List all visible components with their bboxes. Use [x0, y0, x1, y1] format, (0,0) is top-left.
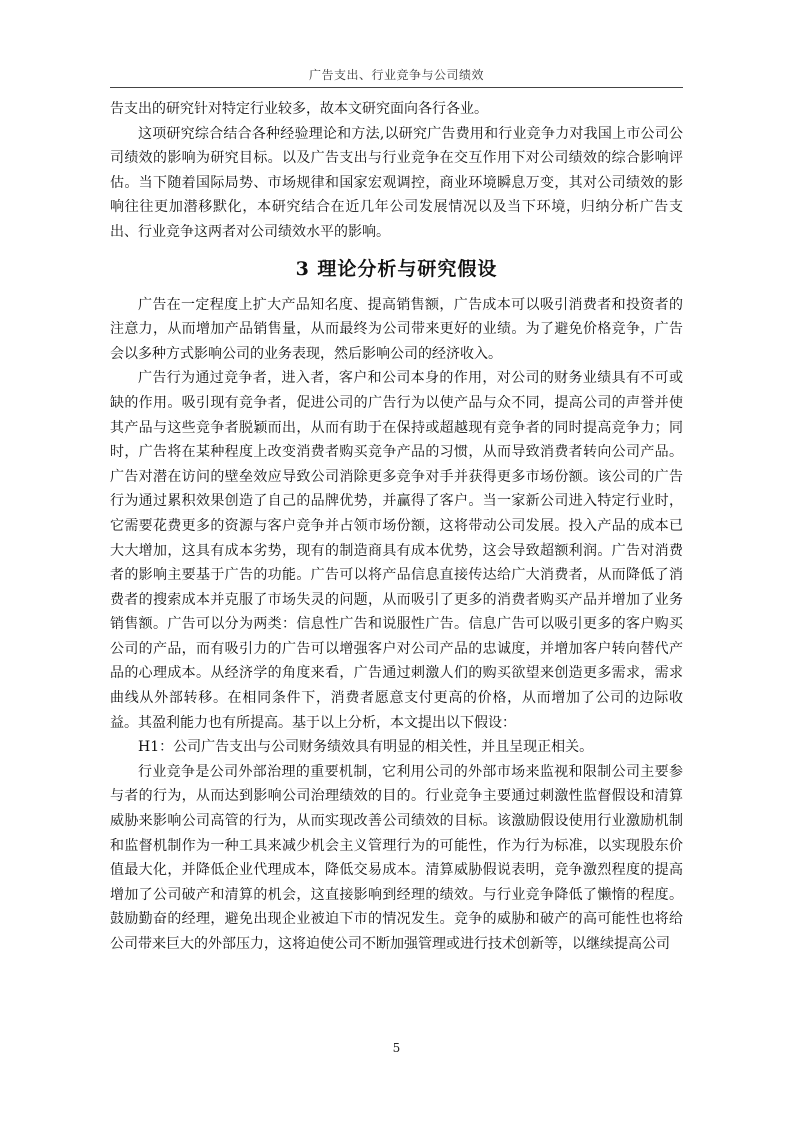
header-rule — [110, 87, 683, 88]
section-title: 3 理论分析与研究假设 — [295, 257, 498, 280]
page-body — [110, 97, 683, 957]
paragraph: 广告行为通过竞争者，进入者，客户和公司本身的作用，对公司的财务业绩具有不可或缺的作用。吸引现有竞争者，促进公司的广告行为以使产品与众不同，提高公司的声誉并使其产品与这些竞争者脱颖而出，从而有助于在保持或超越现有竞争者的同时提高竞争力；同时，广告将在某种程度上改变消费者购买竞争产品的习惯，从而导致消费者转向公司产品。广告对潜在访问的壁垒效应导致公司消除更多竞争对手并获得更多市场份额。该公司的广告行为通过累积效果创造了自己的品牌优势，并赢得了客户。当一家新公司进入特定行业时，它需要花费更多的资源与客户竞争并占领市场份额，这将带动公司发展。投入产品的成本已大大增加，这具有成本劣势，现有的制造商具有成本优势，这会导致超额利润。广告对消费者的影响主要基于广告的功能。广告可以将产品信息直接传达给广大消费者，从而降低了消费者的搜索成本并克服了市场失灵的问题，从而吸引了更多的消费者购买产品并增加了业务销售额。广告可以分为两类：信息性广告和说服性广告。信息广告可以吸引更多的客户购买公司的产品，而有吸引力的广告可以增强客户对公司产品的忠诚度，并增加客户转向替代产品的心理成本。从经济学的角度来看，广告通过刺激人们的购买欲望来创造更多需求，需求曲线从外部转移。在相同条件下，消费者愿意支付更高的价格，从而增加了公司的边际收益。其盈利能力也有所提高。基于以上分析，本文提出以下假设： — [110, 370, 683, 731]
paragraph: 广告在一定程度上扩大产品知名度、提高销售额，广告成本可以吸引消费者和投资者的注意力，从而增加产品销售量，从而最终为公司带来更好的业绩。为了避免价格竞争，广告会以多种方式影响公司的业务表现，然后影响公司的经济收入。 — [110, 296, 683, 362]
paragraph: 告支出的研究针对特定行业较多，故本文研究面向各行各业。 — [110, 101, 488, 117]
page-number: 5 — [392, 1041, 401, 1055]
hypothesis-h1: H1：公司广告支出与公司财务绩效具有明显的相关性，并且呈现正相关。 — [138, 739, 594, 756]
paragraph: 这项研究综合结合各种经验理论和方法,以研究广告费用和行业竞争力对我国上市公司公司绩效的影响为研究目标。以及广告支出与行业竞争在交互作用下对公司绩效的综合影响评估。当下随着国际局势、市场规律和国家宏观调控，商业环境瞬息万变，其对公司绩效的影响往往更加潜移默化，本研究结合在近几年公司发展情况以及当下环境，归纳分析广告支出、行业竞争这两者对公司绩效水平的影响。 — [110, 125, 683, 240]
paragraph: 行业竞争是公司外部治理的重要机制，它利用公司的外部市场来监视和限制公司主要参与者的行为，从而达到影响公司治理绩效的目的。行业竞争主要通过刺激性监督假设和清算威胁来影响公司高管的行为，从而实现改善公司绩效的目标。该激励假设使用行业激励机制和监督机制作为一种工具来减少机会主义管理行为的可能性，作为行为标准，以实现股东价值最大化，并降低企业代理成本，降低交易成本。清算威胁假说表明，竞争激烈程度的提高增加了公司破产和清算的机会，这直接影响到经理的绩效。与行业竞争降低了懒惰的程度。鼓励勤奋的经理，避免出现企业被迫下市的情况发生。竞争的威胁和破产的高可能性也将给公司带来巨大的外部压力，这将迫使公司不断加强管理或进行技术创新等，以继续提高公司 — [110, 763, 683, 952]
running-header: 广告支出、行业竞争与公司绩效 — [308, 68, 484, 82]
